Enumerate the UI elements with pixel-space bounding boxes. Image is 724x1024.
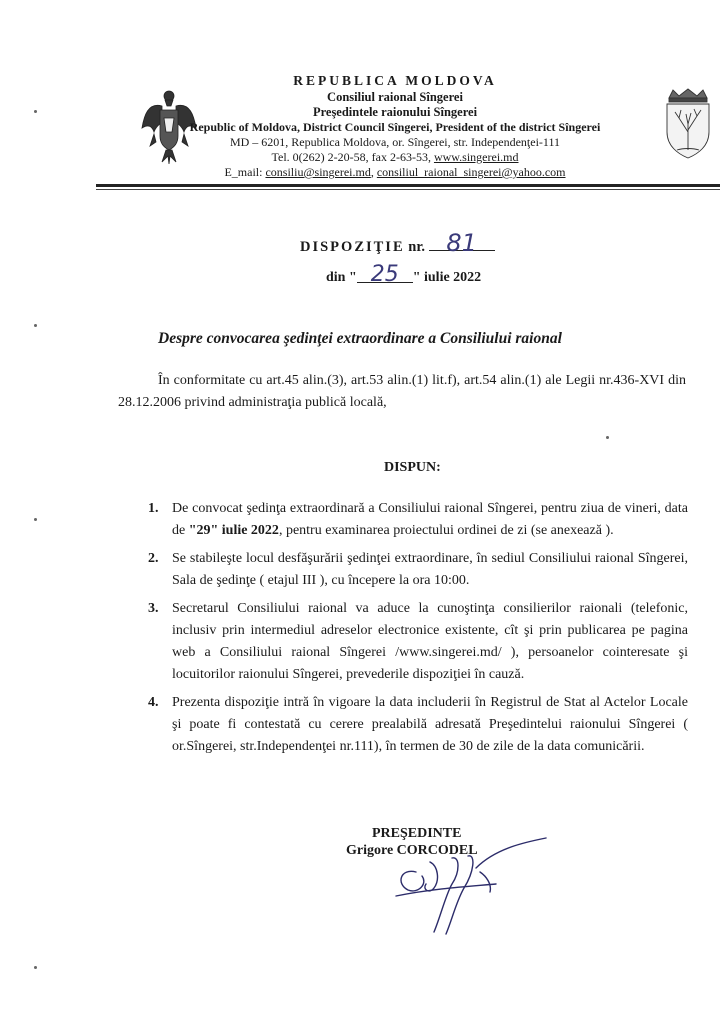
singerei-coat-of-arms-icon [663,88,713,160]
list-item [148,498,688,542]
disposition-label: DISPOZIŢIE [300,239,405,255]
din-label: din " [326,270,357,285]
president-title: Preşedintele raionului Sîngerei [312,105,478,119]
list-item [148,598,688,686]
disposition-number: 81 [429,236,495,251]
email-link-1[interactable]: consiliu@singerei.md [265,165,371,179]
contact-line [130,150,660,165]
intro-paragraph: În conformitate cu art.45 alin.(3), art.53 alin.(1) lit.f), art.54 alin.(1) ale Legii nr.436-XVI din 28.12.2006 privind administraţia publică locală, [118,373,686,410]
scan-speck [34,110,37,113]
scan-speck [606,436,609,439]
item-text: Secretarul Consiliului raional va aduce la cunoştinţa consilierilor raionali (telefonic, inclusiv prin intermediul adreselor electronice existente, cît şi prin publicarea pe pagina web a Consiliului raional Sîngerei /www.singerei.md/ ), persoanelor cointeresate şi locuitorilor raionului Sîngerei, prevederile dispoziţiei în cauză. [172,601,688,682]
disposition-title [300,229,540,257]
email-link-2[interactable]: consiliul_raional_singerei@yahoo.com [376,165,566,179]
item-text: Prezenta dispoziţie intră în vigoare la data includerii în Registrul de Stat al Actelor Locale şi poate fi contestată cu cerere prealabilă adresată Preşedintelui raionului Sîngerei ( or.Sîngerei, str.Independenţei nr.111), în termen de 30 de zile de la data comunicării. [172,695,688,754]
council-name: Consiliul raional Sîngerei [327,90,463,104]
list-item [148,548,688,592]
english-header: Republic of Moldova, District Council Sîngerei, President of the district Sîngerei [189,120,601,134]
address-line: MD – 6201, Republica Moldova, or. Sîngerei, str. Independenţei-111 [229,135,561,149]
item-text: Se stabileşte locul desfăşurării şedinţei extraordinare, în sediul Consiliului raional Sîngerei, Sala de şedinţe ( etajul III ), cu începere la ora 10:00. [172,551,688,588]
header-divider-thin [96,189,720,190]
disposition-date [326,262,546,287]
email-label: E_mail: [224,165,266,179]
item-text-rest: , pentru examinarea proiectului ordinei de zi (se anexează ). [278,523,614,538]
signatory-title: PREŞEDINTE [372,826,462,841]
date-rest: " iulie 2022 [412,270,482,285]
item-number: 4. [148,695,159,710]
list-item [148,692,688,758]
phone-fax: Tel. 0(262) 2-20-58, fax 2-63-53, [271,150,434,164]
email-separator: , [370,165,377,179]
scan-speck [34,324,37,327]
handwritten-signature [356,828,556,938]
country-name: REPUBLICA MOLDOVA [293,73,497,88]
letterhead [130,72,660,180]
nr-label: nr. [404,239,429,255]
item-text: De convocat şedinţa extraordinară a Consiliului raional Sîngerei, pentru ziua de vineri, data de [172,501,688,538]
email-line [130,165,660,180]
dispun-heading: DISPUN: [384,460,441,475]
item-number: 3. [148,601,159,616]
website-link[interactable]: www.singerei.md [433,150,519,164]
header-divider-thick [96,184,720,187]
signatory-name: Grigore CORCODEL [346,843,478,858]
scan-speck [34,966,37,969]
item-number: 1. [148,501,159,516]
date-day: 25 [357,268,413,283]
document-subject: Despre convocarea şedinţei extraordinare a Consiliului raional [158,330,562,347]
item-date-bold: "29" iulie 2022 [188,523,279,538]
provisions-list [148,498,688,764]
item-number: 2. [148,551,159,566]
scan-speck [34,518,37,521]
